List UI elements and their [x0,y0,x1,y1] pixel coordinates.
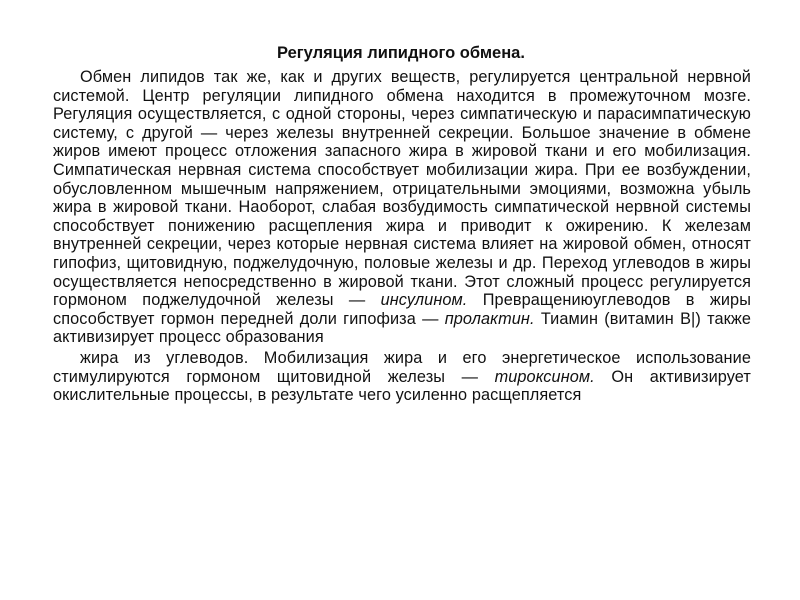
paragraph-1-text-1: Обмен липидов так же, как и других веществ, регулируется центральной нервной системой. Центр регуляции липидного обмена находится в промежуточном мозге. Регуляция осуществляется, с одной стороны, через симпатическую и парасимпатическую систему, с другой — через железы внутренней секреции. Большое значение в обмене жиров имеют процесс отложения запасного жира в жировой ткани и его мобилизация. Симпатическая нервная система способствует мобилизации жира. При ее возбуждении, обусловленном мышечным напряжением, отрицательными эмоциями, возможна убыль жира в жировой ткани. Наоборот, слабая возбудимость симпатической нервной системы способствует понижению расщепления жира и приводит к ожирению. К железам внутренней секреции, через которые нервная система влияет на жировой обмен, относят гипофиз, щитовидную, поджелудочную, половые железы и др. Переход углеводов в жиры осуществляется непосредственно в жировой ткани. Этот сложный процесс регулируется гормоном поджелудочной железы — [53,68,751,310]
term-insulin: инсулином. [380,291,468,310]
paragraph-2-text-2: Он активизирует окислительные процессы, в результате чего усиленно расщепляется [53,367,751,405]
term-prolactin: пролактин. [444,309,535,328]
paragraph-1-text-2: Превращениюуглеводов в жиры способствует гормон передней доли гипофиза — [53,291,751,328]
paragraph-2-text-1: жира из углеводов. Мобилизация жира и его энергетическое использование стимулируются гормоном щитовидной железы — [53,348,751,386]
paragraph-1 [53,68,751,347]
document-body [53,40,751,405]
paragraph-2 [53,349,751,405]
term-thyroxine: тироксином. [494,367,595,386]
document-title: Регуляция липидного обмена. [277,44,525,62]
paragraph-1-text-3: Тиамин (витамин В|) также активизирует процесс образования [53,309,751,347]
